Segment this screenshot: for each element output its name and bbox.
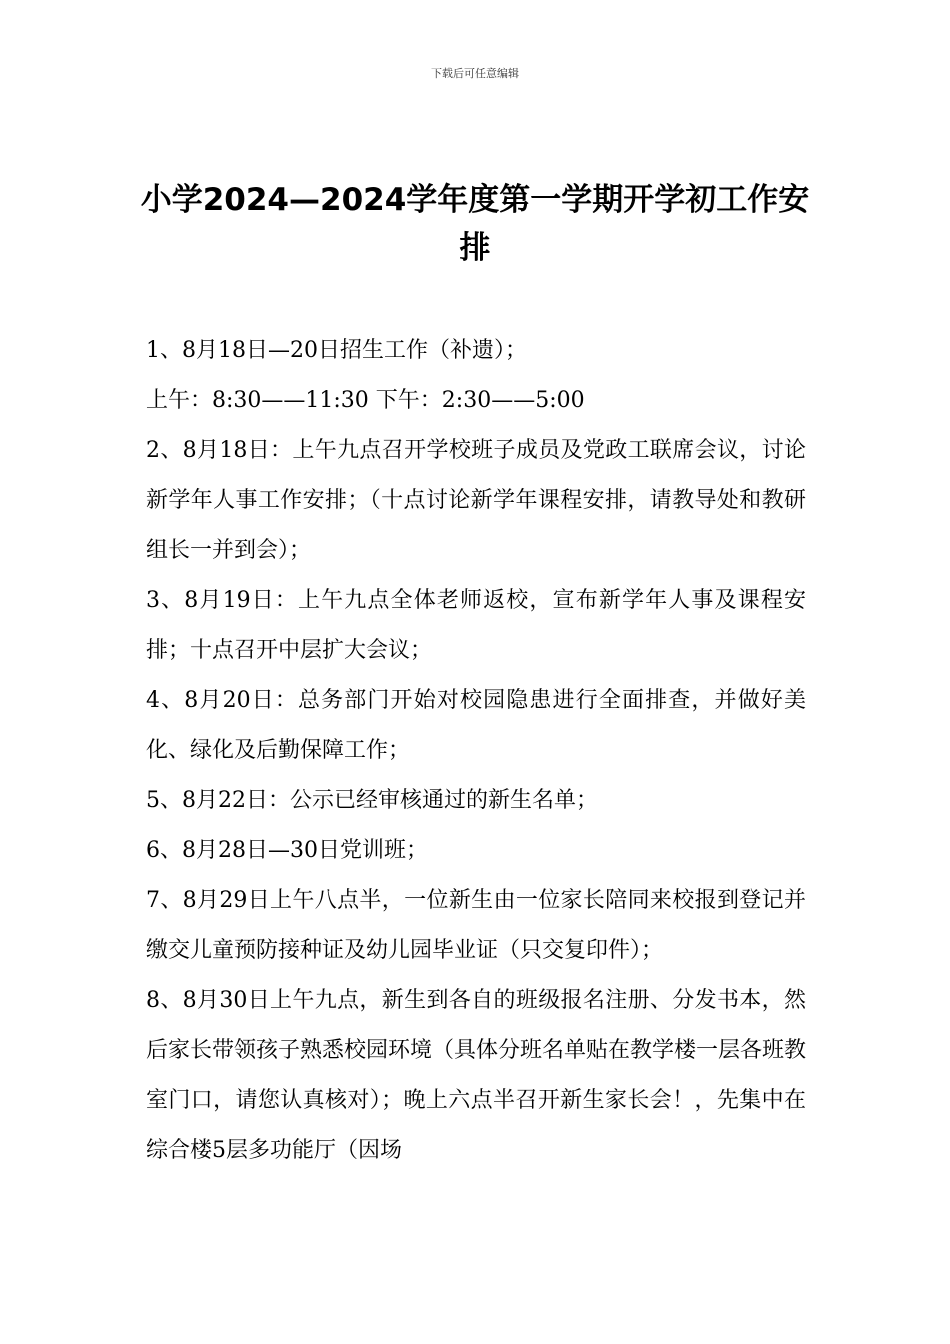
paragraph-item-3: 3、8月19日：上午九点全体老师返校，宣布新学年人事及课程安排；十点召开中层扩大会议； (146, 588, 806, 663)
document-body (146, 326, 806, 1176)
paragraph-item-4: 4、8月20日：总务部门开始对校园隐患进行全面排查，并做好美化、绿化及后勤保障工作； (146, 688, 806, 763)
paragraph-item-8: 8、8月30日上午九点，新生到各自的班级报名注册、分发书本，然后家长带领孩子熟悉校园环境（具体分班名单贴在教学楼一层各班教室门口，请您认真核对）；晚上六点半召开新生家长会！，先集中在综合楼5层多功能厅（因场 (146, 988, 807, 1163)
paragraph-schedule-times: 上午：8:30——11:30 下午：2:30——5:00 (146, 388, 585, 413)
page-header-note: 下载后可任意编辑 (431, 67, 519, 80)
paragraph-item-6: 6、8月28日—30日党训班； (146, 838, 428, 863)
paragraph-item-5: 5、8月22日：公示已经审核通过的新生名单； (146, 788, 598, 813)
document-title: 小学2024—2024学年度第一学期开学初工作安排 (140, 182, 810, 266)
paragraph-item-7: 7、8月29日上午八点半，一位新生由一位家长陪同来校报到登记并缴交儿童预防接种证及幼儿园毕业证（只交复印件）； (146, 888, 806, 963)
paragraph-item-2: 2、8月18日：上午九点召开学校班子成员及党政工联席会议，讨论新学年人事工作安排；（十点讨论新学年课程安排，请教导处和教研组长一并到会）； (146, 438, 806, 563)
paragraph-item-1: 1、8月18日—20日招生工作（补遗）； (146, 338, 527, 363)
